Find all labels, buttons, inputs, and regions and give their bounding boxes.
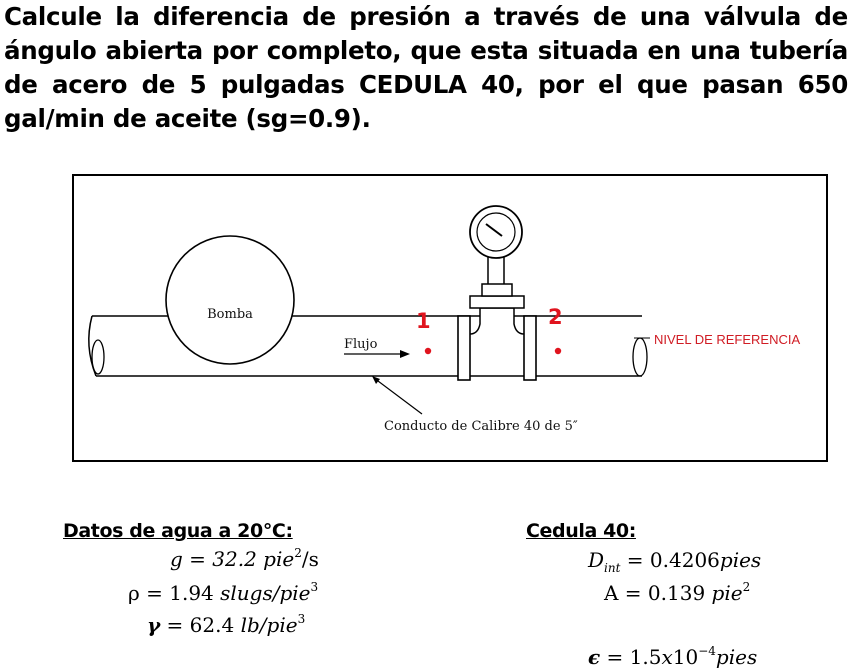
area-equation bbox=[604, 580, 750, 605]
flow-label: Flujo bbox=[344, 337, 378, 352]
g-tail: /s bbox=[301, 547, 319, 571]
valve-top-flange bbox=[470, 296, 524, 308]
eps-symbol: ϵ bbox=[588, 645, 601, 669]
gamma-unit: lb/pie bbox=[240, 613, 298, 637]
pipe-left-end bbox=[89, 316, 96, 376]
pump-pipe-diagram bbox=[72, 174, 828, 462]
gravity-equation bbox=[170, 546, 319, 571]
eps-unit: pies bbox=[715, 645, 758, 669]
rho-exp: 3 bbox=[310, 580, 319, 594]
valve-body bbox=[470, 308, 524, 334]
d-symbol: D bbox=[588, 548, 605, 572]
right-flange bbox=[524, 316, 536, 380]
pipe-right-opening bbox=[633, 338, 647, 376]
d-rhs: = 0.4206 bbox=[620, 548, 720, 572]
eps-x: x bbox=[661, 645, 673, 669]
pipe-label: Conducto de Calibre 40 de 5″ bbox=[384, 419, 578, 434]
water-data-heading: Datos de agua a 20°C: bbox=[63, 520, 293, 542]
pipe-left-opening bbox=[92, 340, 104, 374]
reference-level-label: NIVEL DE REFERENCIA bbox=[654, 332, 801, 347]
a-unit: pie bbox=[711, 581, 743, 605]
problem-statement: Calcule la diferencia de presión a través de una válvula de ángulo abierta por completo, que esta situada en una tubería de acero de 5 pulgadas CEDULA 40, por el que pasan 650 gal/min de aceite (sg=0.9). bbox=[4, 2, 848, 133]
gamma-rhs: = 62.4 bbox=[160, 613, 241, 637]
diagram-svg bbox=[74, 176, 830, 464]
pump-circle bbox=[166, 236, 294, 364]
pipe-leader-line bbox=[374, 378, 422, 414]
diameter-equation bbox=[588, 548, 761, 575]
specific-weight-equation bbox=[147, 612, 305, 637]
gamma-symbol: γ bbox=[147, 613, 161, 637]
eps-base: 10 bbox=[672, 645, 699, 669]
d-unit: pies bbox=[719, 548, 762, 572]
roughness-equation bbox=[588, 644, 757, 669]
density-equation bbox=[128, 580, 318, 605]
g-exp: 2 bbox=[294, 546, 302, 560]
valve-bonnet bbox=[482, 284, 512, 296]
rho-lhs: ρ = 1.94 bbox=[128, 581, 221, 605]
point-1-label: 1 bbox=[416, 309, 431, 333]
a-lhs: A = 0.139 bbox=[604, 581, 712, 605]
gamma-exp: 3 bbox=[297, 612, 306, 626]
cedula-heading: Cedula 40: bbox=[526, 520, 636, 542]
eps-exp: −4 bbox=[698, 644, 716, 658]
g-unit: pie bbox=[263, 547, 295, 571]
point-2-dot bbox=[555, 348, 561, 354]
eps-rhs: = 1.5 bbox=[600, 645, 662, 669]
flow-arrow-icon bbox=[400, 350, 410, 358]
left-flange bbox=[458, 316, 470, 380]
a-exp: 2 bbox=[742, 580, 751, 594]
d-sub: int bbox=[604, 561, 621, 575]
point-1-dot bbox=[425, 348, 431, 354]
rho-unit: slugs/pie bbox=[220, 581, 311, 605]
pump-label: Bomba bbox=[207, 307, 253, 322]
g-lhs: g = 32.2 bbox=[170, 547, 264, 571]
point-2-label: 2 bbox=[548, 305, 563, 329]
pipe-leader-arrow-icon bbox=[372, 376, 380, 384]
